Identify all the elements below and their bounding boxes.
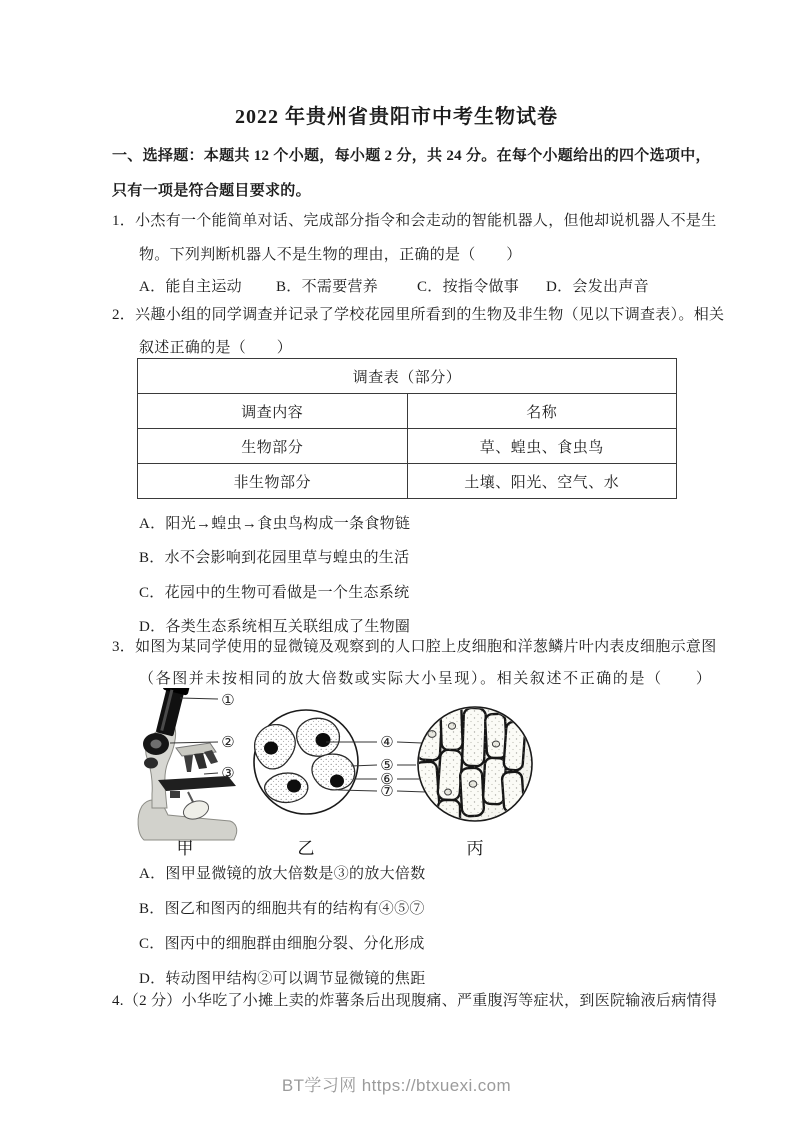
table-header-row [138,394,677,429]
q2-option-d: D．各类生态系统相互关联组成了生物圈 [139,619,411,635]
table-row-abiotic [138,464,677,499]
callout-2-label: ② [221,735,235,751]
callout-6-label: ⑥ [380,772,394,788]
table-cell: 生物部分 [138,429,408,464]
table-cell: 土壤、阳光、空气、水 [407,464,677,499]
callout-3-label: ③ [221,766,235,782]
site-watermark: BT学习网 https://btxuexi.com [281,1076,512,1095]
q2-text-line2: 叙述正确的是（ ） [139,340,293,356]
table-header-name: 名称 [407,394,677,429]
table-caption: 调查表（部分） [138,359,677,394]
q1-text-line1: 1．小杰有一个能简单对话、完成部分指令和会走动的智能机器人，但他却说机器人不是生 [112,213,717,229]
q2-option-c: C．花园中的生物可看做是一个生态系统 [139,585,410,601]
q3-option-a: A．图甲显微镜的放大倍数是③的放大倍数 [139,866,426,882]
cheek-cells-illustration [254,710,358,814]
q1-option-c: C．按指令做事 [417,279,520,295]
callout-1-label: ① [221,693,235,709]
table-cell: 草、蝗虫、食虫鸟 [407,429,677,464]
table-cell: 非生物部分 [138,464,408,499]
q3-option-c: C．图丙中的细胞群由细胞分裂、分化形成 [139,936,425,952]
q3-text-line1: 3．如图为某同学使用的显微镜及观察到的人口腔上皮细胞和洋葱鳞片叶内表皮细胞示意图 [112,639,717,655]
q3-text-line2: （各图并未按相同的放大倍数或实际大小呈现）。相关叙述不正确的是（ ） [139,671,713,687]
q2-option-b: B．水不会影响到花园里草与蝗虫的生活 [139,550,410,566]
q3-option-b: B．图乙和图丙的细胞共有的结构有④⑤⑦ [139,901,425,917]
q1-option-a: A．能自主运动 [139,279,242,295]
q1-text-line2: 物。下列判断机器人不是生物的理由，正确的是（ ） [139,247,522,263]
q2-text-line1: 2．兴趣小组的同学调查并记录了学校花园里所看到的生物及非生物（见以下调查表）。相关 [112,307,725,323]
panel-label-bing: 丙 [466,839,484,858]
q1-option-b: B．不需要营养 [276,279,379,295]
panel-label-yi: 乙 [297,839,315,858]
q2-option-a: A．阳光→蝗虫→食虫鸟构成一条食物链 [139,516,411,532]
q3-figure [130,688,560,860]
table-header-content: 调查内容 [138,394,408,429]
callout-7-label: ⑦ [380,784,394,800]
panel-label-jia: 甲 [176,839,194,858]
callout-5-label: ⑤ [380,758,394,774]
q4-text-line1: 4.（2 分）小华吃了小摊上卖的炸薯条后出现腹痛、严重腹泻等症状，到医院输液后病情得 [112,993,718,1009]
section-header-line1: 一、选择题：本题共 12 个小题，每小题 2 分，共 24 分。在每个小题给出的四个选项中， [112,148,711,164]
callout-4-label: ④ [380,735,394,751]
page-title: 2022 年贵州省贵阳市中考生物试卷 [235,106,558,128]
onion-cells-illustration [414,704,532,826]
q2-survey-table [137,358,677,499]
section-header-line2: 只有一项是符合题目要求的。 [112,183,311,199]
table-row-biotic [138,429,677,464]
q1-option-d: D．会发出声音 [546,279,649,295]
q3-option-d: D．转动图甲结构②可以调节显微镜的焦距 [139,971,426,987]
table-caption-row [138,359,677,394]
microscope-icon [138,688,237,840]
